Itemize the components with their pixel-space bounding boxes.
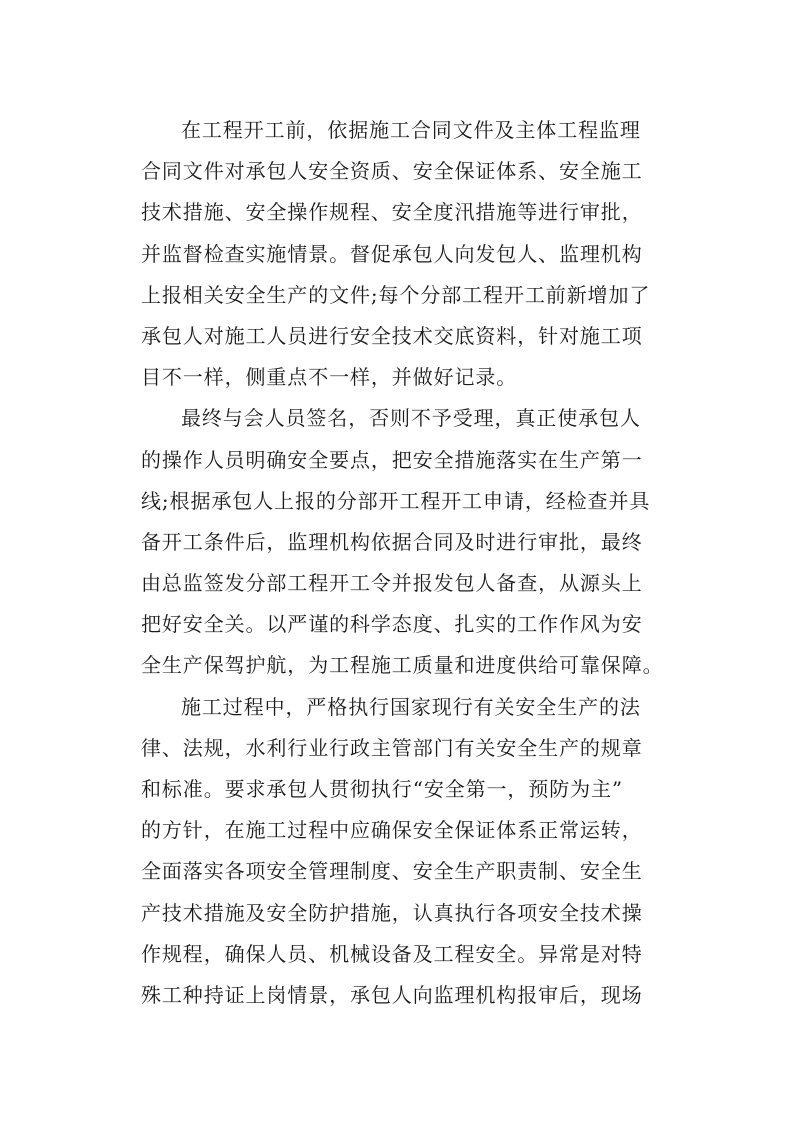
paragraph-1 (141, 110, 681, 398)
paragraph-line: 的操作人员明确安全要点，把安全措施落实在生产第一 (141, 447, 643, 472)
paragraph-line: 在工程开工前，依据施工合同文件及主体工程监理 (181, 118, 641, 142)
paragraph-line: 最终与会人员签名，否则不予受理，真正使承包人 (181, 406, 641, 431)
paragraph-line: 把好安全关。以严谨的科学态度、扎实的工作作风为安 (141, 612, 643, 637)
paragraph-line: 施工过程中，严格执行国家现行有关安全生产的法 (181, 694, 641, 719)
paragraph-line: 由总监签发分部工程开工令并报发包人备查，从源头上 (141, 571, 643, 596)
paragraph-line: 上报相关安全生产的文件;每个分部工程开工前新增加了 (141, 282, 651, 307)
document-body (141, 110, 681, 1016)
paragraph-line: 合同文件对承包人安全资质、安全保证体系、安全施工 (141, 159, 643, 184)
paragraph-line: 线;根据承包人上报的分部开工程开工申请，经检查并具 (141, 488, 651, 513)
paragraph-line: 全生产保驾护航，为工程施工质量和进度供给可靠保障。 (141, 653, 664, 678)
paragraph-line: 作规程，确保人员、机械设备及工程安全。异常是对特 (141, 941, 643, 966)
paragraph-line: 和标准。要求承包人贯彻执行“安全第一，预防为主” (141, 777, 624, 801)
paragraph-line: 殊工种持证上岗情景，承包人向监理机构报审后，现场 (141, 982, 643, 1007)
paragraph-line: 产技术措施及安全防护措施，认真执行各项安全技术操 (141, 900, 643, 925)
paragraph-line: 目不一样，侧重点不一样，并做好记录。 (141, 365, 518, 390)
paragraph-3 (141, 687, 681, 1017)
paragraph-line: 并监督检查实施情景。督促承包人向发包人、监理机构 (141, 241, 643, 266)
paragraph-line: 技术措施、安全操作规程、安全度汛措施等进行审批， (141, 200, 643, 225)
paragraph-line: 备开工条件后，监理机构依据合同及时进行审批，最终 (141, 529, 643, 554)
paragraph-line: 承包人对施工人员进行安全技术交底资料，针对施工项 (141, 323, 643, 348)
paragraph-line: 律、法规，水利行业行政主管部门有关安全生产的规章 (141, 735, 643, 760)
paragraph-2 (141, 398, 681, 686)
paragraph-line: 的方针，在施工过程中应确保安全保证体系正常运转， (141, 818, 643, 843)
paragraph-line: 全面落实各项安全管理制度、安全生产职责制、安全生 (141, 859, 643, 884)
